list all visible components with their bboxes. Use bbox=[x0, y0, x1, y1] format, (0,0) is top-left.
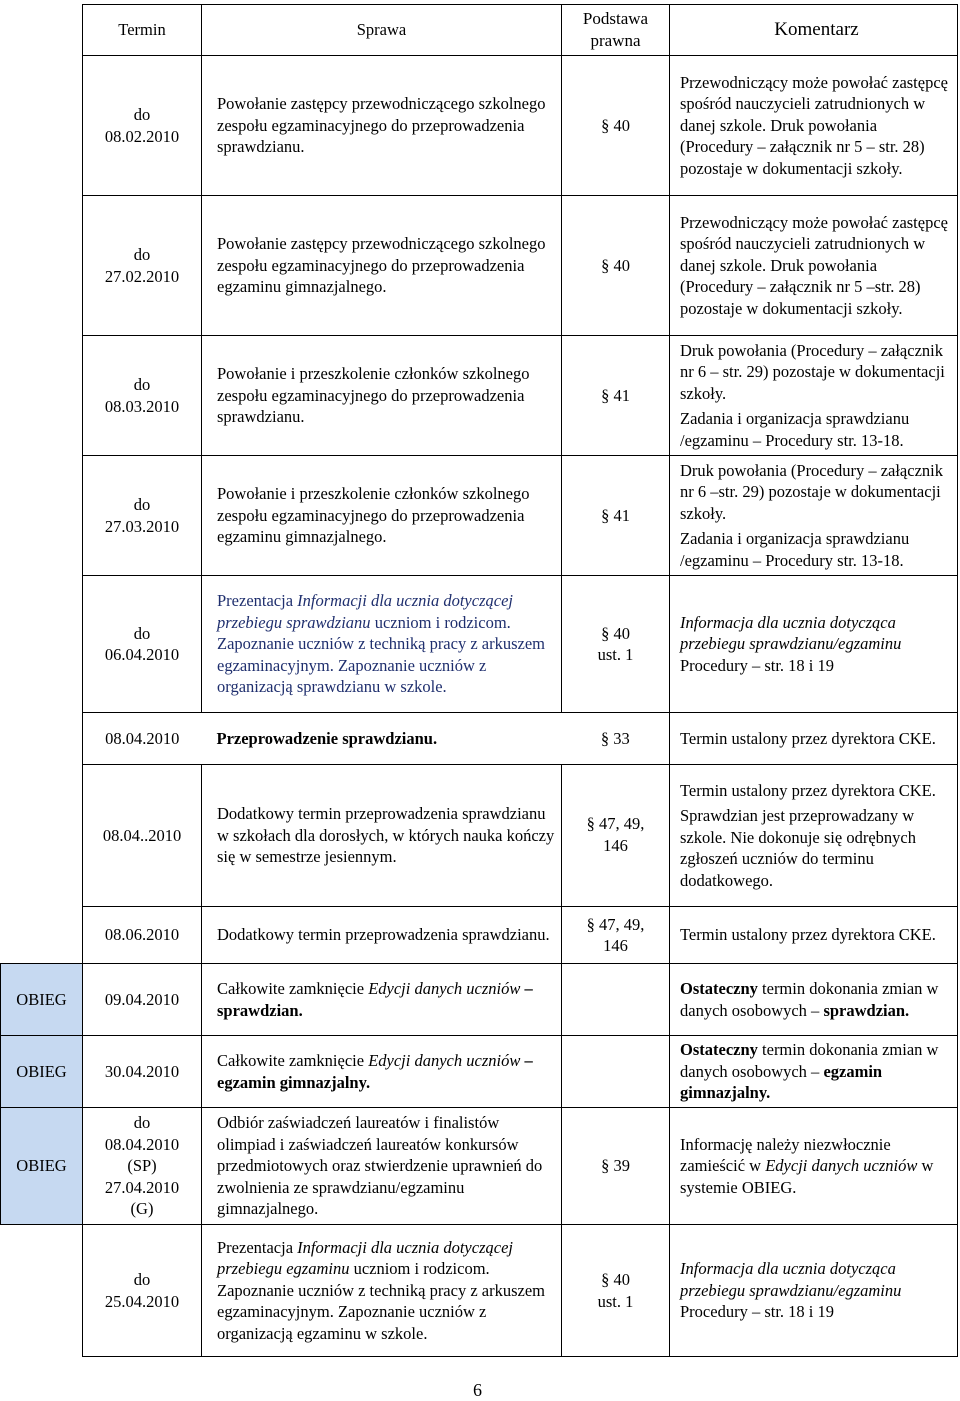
komentarz-cell: Informacja dla ucznia dotycząca przebiegu sprawdzianu/egzaminu Procedury – str. 18 i 19 bbox=[670, 576, 958, 713]
termin-cell: 09.04.2010 bbox=[83, 964, 202, 1036]
komentarz-cell: Termin ustalony przez dyrektora CKE. Sprawdzian jest przeprowadzany w szkole. Nie dokonuje się odrębnych zgłoszeń uczniów do terminu dodatkowego. bbox=[670, 765, 958, 907]
komentarz-cell: Informację należy niezwłocznie zamieścić w Edycji danych uczniów w systemie OBIEG. bbox=[670, 1108, 958, 1225]
table-row bbox=[1, 765, 958, 907]
podstawa-cell: § 40 bbox=[562, 56, 670, 196]
schedule-table bbox=[0, 4, 958, 1357]
podstawa-cell: § 39 bbox=[562, 1108, 670, 1225]
table-row bbox=[1, 1225, 958, 1357]
header-podstawa bbox=[562, 5, 670, 56]
sprawa-cell: Dodatkowy termin przeprowadzenia sprawdzianu w szkołach dla dorosłych, w których nauka kończy się w semestrze jesiennym. bbox=[202, 765, 562, 907]
podstawa-cell: § 41 bbox=[562, 456, 670, 576]
termin-cell: 08.04.2010 bbox=[83, 713, 202, 765]
table-row-obieg bbox=[1, 1108, 958, 1225]
termin-cell: do 08.04.2010 (SP) 27.04.2010 (G) bbox=[83, 1108, 202, 1225]
table-row bbox=[1, 336, 958, 456]
obieg-label: OBIEG bbox=[1, 1036, 83, 1108]
table-row bbox=[1, 907, 958, 964]
podstawa-cell: § 33 bbox=[562, 713, 670, 765]
sprawa-cell: Powołanie i przeszkolenie członków szkolnego zespołu egzaminacyjnego do przeprowadzenia sprawdzianu. bbox=[202, 336, 562, 456]
termin-cell: do 08.02.2010 bbox=[83, 56, 202, 196]
termin-cell: 08.04..2010 bbox=[83, 765, 202, 907]
sprawa-cell: Powołanie zastępcy przewodniczącego szkolnego zespołu egzaminacyjnego do przeprowadzenia sprawdzianu. bbox=[202, 56, 562, 196]
table-row-przeprowadzenie bbox=[1, 713, 958, 765]
sprawa-cell: Dodatkowy termin przeprowadzenia sprawdzianu. bbox=[202, 907, 562, 964]
komentarz-cell: Termin ustalony przez dyrektora CKE. bbox=[670, 907, 958, 964]
header-termin: Termin bbox=[83, 5, 202, 56]
obieg-label: OBIEG bbox=[1, 964, 83, 1036]
table-header-row bbox=[1, 5, 958, 56]
podstawa-cell: § 47, 49, 146 bbox=[562, 765, 670, 907]
sprawa-cell: Odbiór zaświadczeń laureatów i finalistów olimpiad i zaświadczeń laureatów konkursów przedmiotowych oraz stwierdzenie uprawnień do zwolnienia ze sprawdzianu/egzaminu gimnazjalnego. bbox=[202, 1108, 562, 1225]
table-row bbox=[1, 56, 958, 196]
komentarz-cell: Druk powołania (Procedury – załącznik nr 6 –str. 29) pozostaje w dokumentacji szkoły. Zadania i organizacja sprawdzianu /egzaminu – Procedury str. 13-18. bbox=[670, 456, 958, 576]
podstawa-cell bbox=[562, 964, 670, 1036]
podstawa-cell: § 41 bbox=[562, 336, 670, 456]
komentarz-cell: Termin ustalony przez dyrektora CKE. bbox=[670, 713, 958, 765]
sprawa-cell: Całkowite zamknięcie Edycji danych uczniów – egzamin gimnazjalny. bbox=[202, 1036, 562, 1108]
komentarz-cell: Przewodniczący może powołać zastępcę spośród nauczycieli zatrudnionych w danej szkole. Druk powołania (Procedury – załącznik nr 5 –str. 28) pozostaje w dokumentacji szkoły. bbox=[670, 196, 958, 336]
table-row bbox=[1, 456, 958, 576]
termin-cell: do 08.03.2010 bbox=[83, 336, 202, 456]
table-row bbox=[1, 576, 958, 713]
termin-cell: do 27.02.2010 bbox=[83, 196, 202, 336]
header-sprawa: Sprawa bbox=[202, 5, 562, 56]
table-row-obieg bbox=[1, 1036, 958, 1108]
sprawa-cell: Powołanie i przeszkolenie członków szkolnego zespołu egzaminacyjnego do przeprowadzenia egzaminu gimnazjalnego. bbox=[202, 456, 562, 576]
sprawa-cell: Całkowite zamknięcie Edycji danych uczniów – sprawdzian. bbox=[202, 964, 562, 1036]
termin-cell: 08.06.2010 bbox=[83, 907, 202, 964]
podstawa-cell: § 40 bbox=[562, 196, 670, 336]
header-komentarz: Komentarz bbox=[670, 5, 958, 56]
sprawa-cell: Przeprowadzenie sprawdzianu. bbox=[202, 713, 562, 765]
termin-cell: do 06.04.2010 bbox=[83, 576, 202, 713]
podstawa-cell: § 47, 49, 146 bbox=[562, 907, 670, 964]
sprawa-cell: Prezentacja Informacji dla ucznia dotyczącej przebiegu sprawdzianu uczniom i rodzicom. Zapoznanie uczniów z techniką pracy z arkuszem egzaminacyjnym. Zapoznanie uczniów z organizacją sprawdzianu w szkole. bbox=[202, 576, 562, 713]
termin-cell: do 25.04.2010 bbox=[83, 1225, 202, 1357]
page-number: 6 bbox=[473, 1380, 482, 1400]
termin-cell: 30.04.2010 bbox=[83, 1036, 202, 1108]
komentarz-cell: Przewodniczący może powołać zastępcę spośród nauczycieli zatrudnionych w danej szkole. Druk powołania (Procedury – załącznik nr 5 – str. 28) pozostaje w dokumentacji szkoły. bbox=[670, 56, 958, 196]
termin-cell: do 27.03.2010 bbox=[83, 456, 202, 576]
podstawa-cell: § 40 ust. 1 bbox=[562, 576, 670, 713]
header-podstawa-line1: Podstawa bbox=[582, 9, 649, 28]
table-row-obieg bbox=[1, 964, 958, 1036]
podstawa-cell: § 40 ust. 1 bbox=[562, 1225, 670, 1357]
obieg-label: OBIEG bbox=[1, 1108, 83, 1225]
komentarz-cell: Ostateczny termin dokonania zmian w danych osobowych – sprawdzian. bbox=[670, 964, 958, 1036]
komentarz-cell: Ostateczny termin dokonania zmian w danych osobowych – egzamin gimnazjalny. bbox=[670, 1036, 958, 1108]
header-podstawa-line2: prawna bbox=[590, 31, 641, 50]
komentarz-cell: Informacja dla ucznia dotycząca przebiegu sprawdzianu/egzaminu Procedury – str. 18 i 19 bbox=[670, 1225, 958, 1357]
sprawa-cell: Prezentacja Informacji dla ucznia dotyczącej przebiegu egzaminu uczniom i rodzicom. Zapoznanie uczniów z techniką pracy z arkuszem egzaminacyjnym. Zapoznanie uczniów z organizacją egzaminu w szkole. bbox=[202, 1225, 562, 1357]
komentarz-cell: Druk powołania (Procedury – załącznik nr 6 – str. 29) pozostaje w dokumentacji szkoły. Zadania i organizacja sprawdzianu /egzaminu – Procedury str. 13-18. bbox=[670, 336, 958, 456]
podstawa-cell bbox=[562, 1036, 670, 1108]
sprawa-cell: Powołanie zastępcy przewodniczącego szkolnego zespołu egzaminacyjnego do przeprowadzenia egzaminu gimnazjalnego. bbox=[202, 196, 562, 336]
table-row bbox=[1, 196, 958, 336]
